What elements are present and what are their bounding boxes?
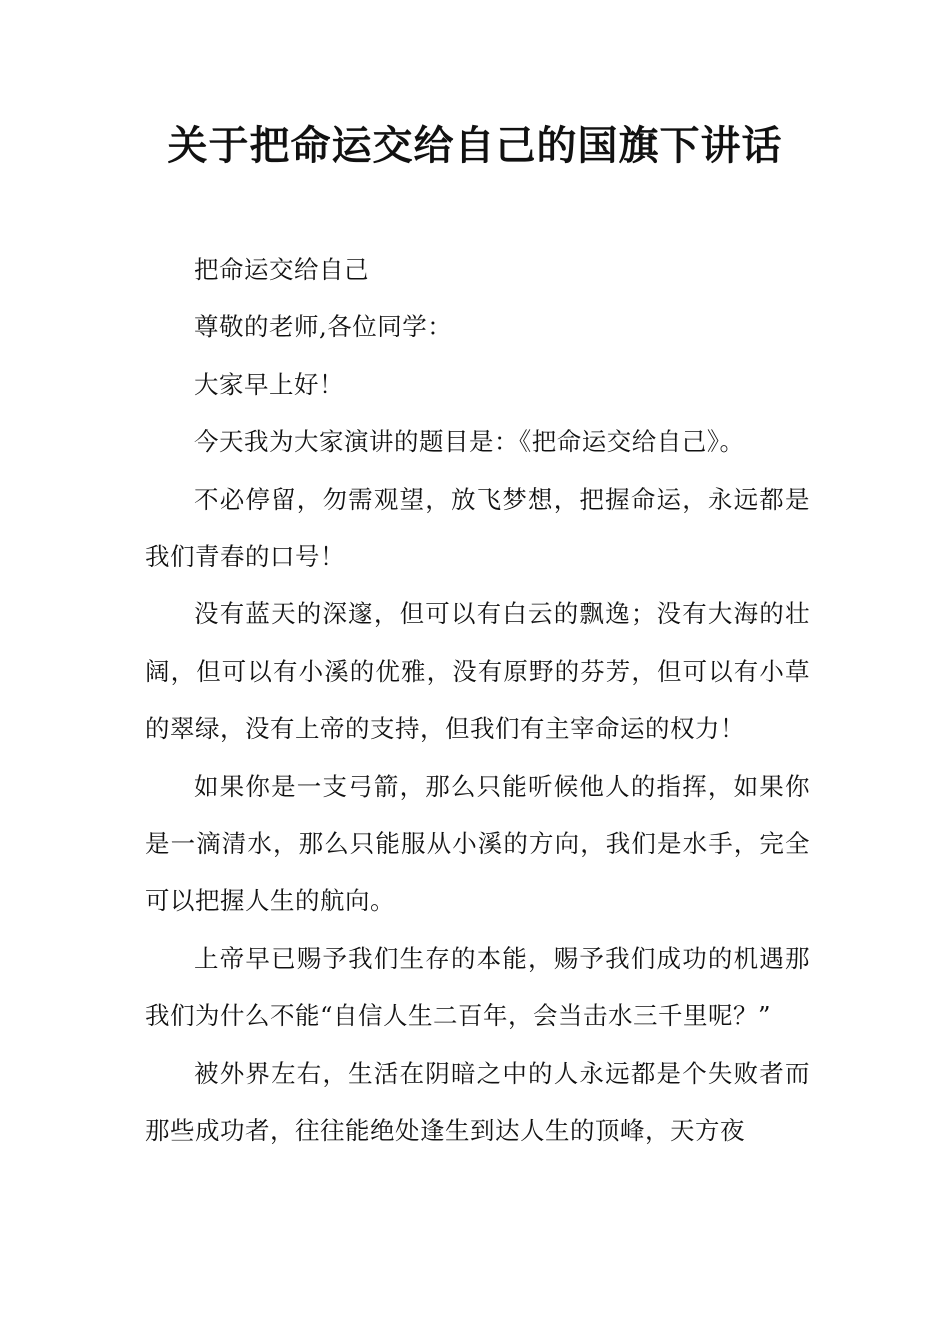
- paragraph-slogan: 不必停留，勿需观望，放飞梦想，把握命运，永远都是我们青春的口号！: [145, 484, 810, 572]
- paragraph-topic: 今天我为大家演讲的题目是：《把命运交给自己》。: [194, 427, 745, 457]
- paragraph-success: 被外界左右，生活在阴暗之中的人永远都是个失败者而那些成功者，往往能绝处逢生到达人生的顶峰，天方夜: [145, 1058, 810, 1146]
- document-body: [145, 241, 810, 1160]
- paragraph-speech-title: 把命运交给自己: [194, 255, 369, 284]
- paragraph-good-morning: 大家早上好！: [194, 369, 344, 399]
- paragraph-greeting-audience: 尊敬的老师,各位同学：: [194, 312, 453, 342]
- paragraph-comparisons: 没有蓝天的深邃，但可以有白云的飘逸；没有大海的壮阔，但可以有小溪的优雅，没有原野的芬芳，但可以有小草的翠绿，没有上帝的支持，但我们有主宰命运的权力！: [145, 599, 810, 744]
- document-title: 关于把命运交给自己的国旗下讲话: [167, 123, 783, 169]
- paragraph-opportunity: 上帝早已赐予我们生存的本能，赐予我们成功的机遇那我们为什么不能“自信人生二百年，会当击水三千里呢？”: [145, 943, 810, 1031]
- paragraph-arrow-water: 如果你是一支弓箭，那么只能听候他人的指挥，如果你是一滴清水，那么只能服从小溪的方向，我们是水手，完全可以把握人生的航向。: [145, 771, 810, 916]
